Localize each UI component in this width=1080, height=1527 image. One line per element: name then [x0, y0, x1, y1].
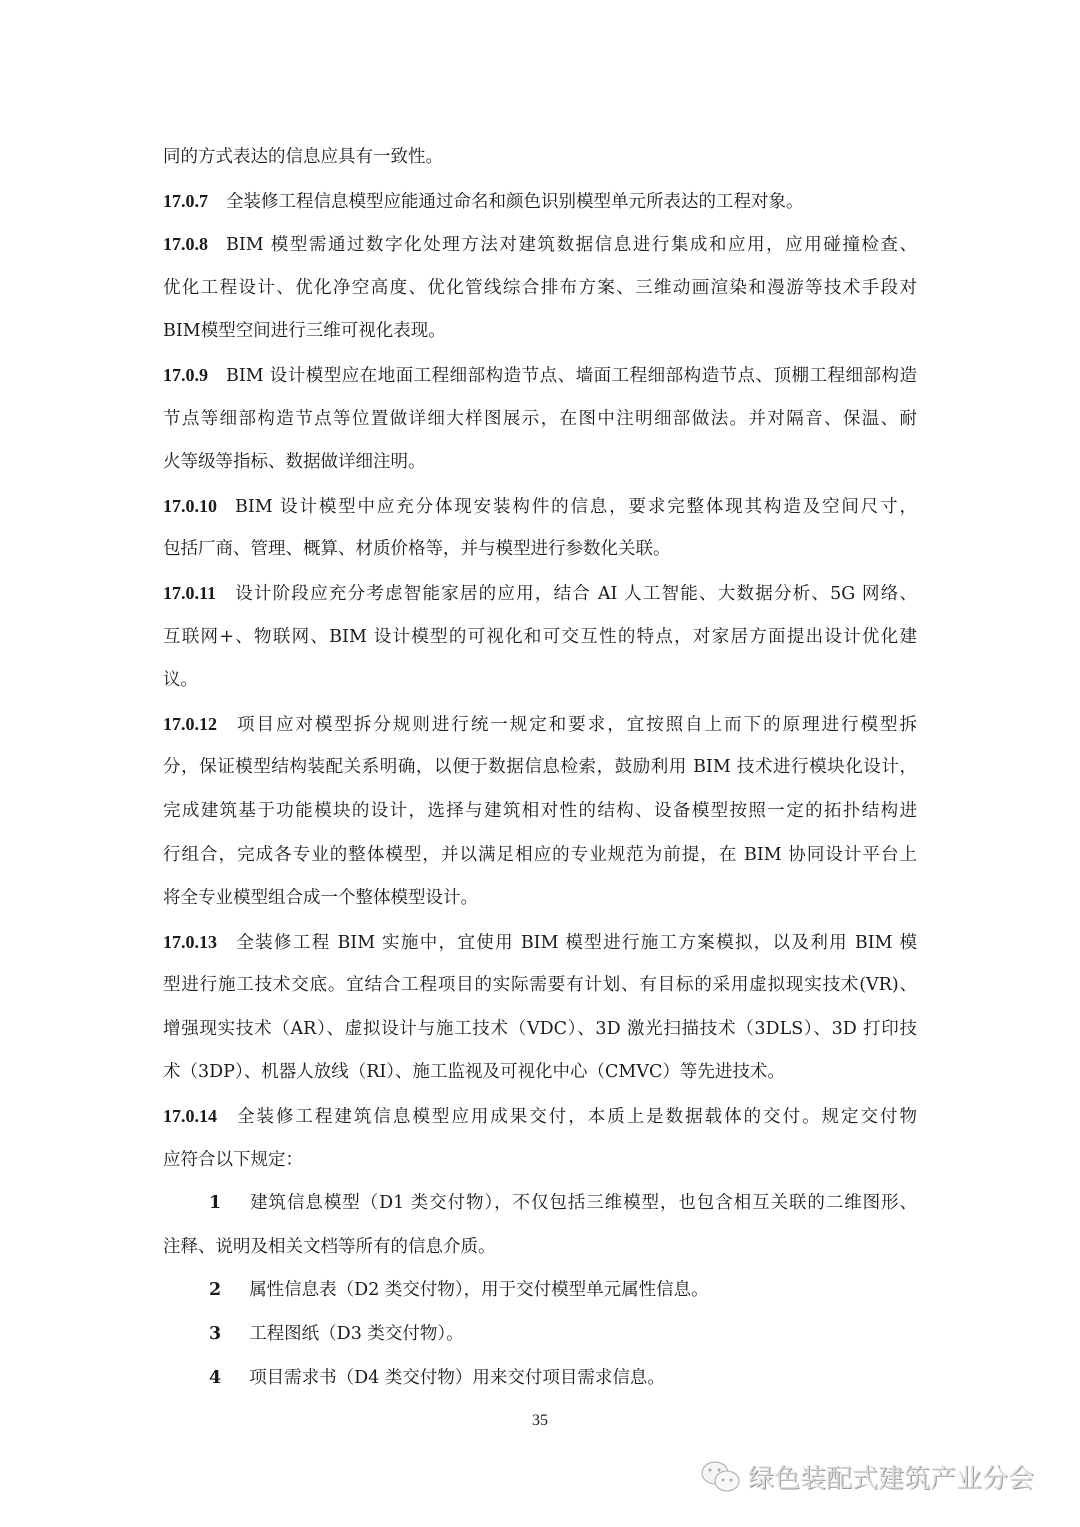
line-text: BIM 设计模型中应充分体现安装构件的信息，要求完整体现其构造及空间尺寸， — [235, 496, 917, 517]
line-text: BIM 模型需通过数字化处理方法对建筑数据信息进行集成和应用，应用碰撞检查、 — [226, 235, 917, 256]
line-text: BIM 设计模型应在地面工程细部构造节点、墙面工程细部构造节点、顶棚工程细部构造 — [226, 365, 917, 386]
text-line — [163, 1226, 917, 1270]
text-line — [163, 790, 917, 834]
line-text: 全装修工程 BIM 实施中，宜使用 BIM 模型进行施工方案模拟，以及利用 BIM 模 — [235, 932, 917, 953]
item-number: 2 — [209, 1280, 222, 1301]
text-line — [163, 223, 917, 267]
text-line — [163, 180, 917, 224]
text-line — [163, 1095, 917, 1139]
line-text: 将全专业模型组合成一个整体模型设计。 — [163, 888, 478, 909]
text-line — [163, 1008, 917, 1052]
clause-number: 17.0.9 — [163, 364, 208, 385]
text-line — [163, 1182, 917, 1226]
clause-number: 17.0.14 — [163, 1106, 217, 1127]
text-line — [163, 659, 917, 703]
text-line — [163, 746, 917, 790]
line-text: 同的方式表达的信息应具有一致性。 — [163, 147, 443, 167]
text-line — [163, 1269, 917, 1313]
text-line — [163, 834, 917, 878]
line-text: 行组合，完成各专业的整体模型，并以满足相应的专业规范为前提，在 BIM 协同设计平台上 — [163, 844, 917, 865]
item-number: 1 — [209, 1193, 222, 1214]
clause-number: 17.0.7 — [163, 190, 208, 211]
text-line — [163, 528, 917, 572]
line-text: 包括厂商、管理、概算、材质价格等，并与模型进行参数化关联。 — [163, 539, 671, 560]
clause-number: 17.0.11 — [163, 582, 217, 603]
line-text: 属性信息表（D2 类交付物），用于交付模型单元属性信息。 — [249, 1280, 709, 1301]
line-text: 工程图纸（D3 类交付物）。 — [249, 1324, 464, 1345]
text-line — [163, 354, 917, 398]
wechat-icon — [700, 1459, 742, 1495]
line-text: 节点等细部构造节点等位置做详细大样图展示，在图中注明细部做法。并对隔音、保温、耐 — [163, 408, 917, 429]
line-text: 议。 — [163, 670, 198, 691]
clause-number: 17.0.13 — [163, 931, 217, 952]
line-text: 火等级等指标、数据做详细注明。 — [163, 452, 426, 473]
line-text: 全装修工程建筑信息模型应用成果交付，本质上是数据载体的交付。规定交付物 — [235, 1107, 917, 1128]
text-line — [163, 921, 917, 965]
item-number: 3 — [209, 1324, 222, 1345]
line-text: 全装修工程信息模型应能通过命名和颜色识别模型单元所表达的工程对象。 — [226, 191, 804, 212]
text-line — [163, 877, 917, 921]
text-line — [163, 441, 917, 485]
text-line — [163, 398, 917, 442]
text-line — [163, 485, 917, 529]
text-line — [163, 616, 917, 660]
text-line — [163, 1139, 917, 1183]
text-line — [163, 1313, 917, 1357]
line-text: 型进行施工技术交底。宜结合工程项目的实际需要有计划、有目标的采用虚拟现实技术(VR)、 — [163, 975, 917, 996]
line-text: 完成建筑基于功能模块的设计，选择与建筑相对性的结构、设备模型按照一定的拓扑结构进 — [163, 800, 917, 821]
text-line — [163, 310, 917, 354]
clause-number: 17.0.10 — [163, 495, 217, 516]
document-body — [163, 136, 917, 1400]
text-line — [163, 964, 917, 1008]
clause-number: 17.0.8 — [163, 234, 208, 255]
item-number: 4 — [209, 1367, 222, 1388]
text-line — [163, 136, 917, 180]
clause-number: 17.0.12 — [163, 713, 217, 734]
text-line — [163, 1357, 917, 1401]
line-text: 互联网+、物联网、BIM 设计模型的可视化和可交互性的特点，对家居方面提出设计优化建 — [163, 626, 917, 647]
line-text: 注释、说明及相关文档等所有的信息介质。 — [163, 1236, 496, 1257]
line-text: 建筑信息模型（D1 类交付物），不仅包括三维模型，也包含相互关联的二维图形、 — [249, 1193, 917, 1214]
text-line — [163, 572, 917, 616]
line-text: 项目需求书（D4 类交付物）用来交付项目需求信息。 — [249, 1367, 665, 1388]
line-text: 分，保证模型结构装配关系明确，以便于数据信息检索，鼓励利用 BIM 技术进行模块化设计， — [163, 757, 917, 778]
text-line — [163, 1051, 917, 1095]
page-number: 35 — [532, 1412, 548, 1429]
line-text: 设计阶段应充分考虑智能家居的应用，结合 AI 人工智能、大数据分析、5G 网络、 — [234, 583, 917, 604]
line-text: 术（3DP）、机器人放线（RI）、施工监视及可视化中心（CMVC）等先进技术。 — [163, 1062, 785, 1083]
watermark — [700, 1458, 1034, 1495]
watermark-text: 绿色装配式建筑产业分会 — [748, 1464, 1035, 1494]
text-line — [163, 267, 917, 311]
line-text: BIM模型空间进行三维可视化表现。 — [163, 321, 446, 342]
text-line — [163, 703, 917, 747]
line-text: 优化工程设计、优化净空高度、优化管线综合排布方案、三维动画渲染和漫游等技术手段对 — [163, 277, 917, 298]
line-text: 增强现实技术（AR）、虚拟设计与施工技术（VDC）、3D 激光扫描技术（3DLS）、3D 打印技 — [163, 1018, 917, 1039]
line-text: 项目应对模型拆分规则进行统一规定和要求，宜按照自上而下的原理进行模型拆 — [235, 714, 917, 735]
line-text: 应符合以下规定： — [163, 1149, 303, 1170]
